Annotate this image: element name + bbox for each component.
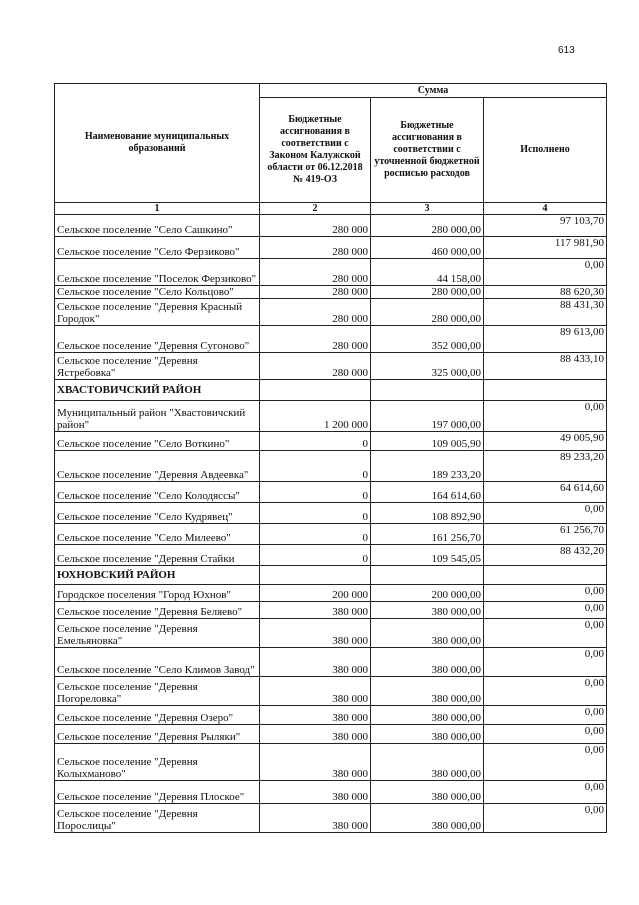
table-row [55,326,607,353]
municipality-name: Сельское поселение "Поселок Ферзиково" [55,259,260,286]
law-amount: 1 200 000 [260,401,371,432]
table-row [55,545,607,566]
law-amount: 280 000 [260,299,371,326]
executed-amount: 0,00 [484,619,607,648]
law-amount: 380 000 [260,781,371,804]
municipality-name: Сельское поселение "Деревня Сугоново" [55,326,260,353]
table-row [55,706,607,725]
refined-amount: 200 000,00 [371,585,484,602]
section-title: ХВАСТОВИЧСКИЙ РАЙОН [55,380,260,401]
table-row [55,353,607,380]
law-amount: 380 000 [260,619,371,648]
executed-amount: 88 433,10 [484,353,607,380]
refined-amount: 380 000,00 [371,804,484,833]
table-row [55,215,607,237]
law-amount: 280 000 [260,286,371,299]
refined-amount: 380 000,00 [371,744,484,781]
refined-amount: 109 545,05 [371,545,484,566]
refined-amount: 352 000,00 [371,326,484,353]
municipality-name: Сельское поселение "Село Милеево" [55,524,260,545]
law-amount: 0 [260,524,371,545]
header-law-column: Бюджетные ассигнования в соответствии с Законом Калужской области от 06.12.2018 № 419-ОЗ [260,98,371,203]
municipality-name: Сельское поселение "Деревня Озеро" [55,706,260,725]
municipality-name: Сельское поселение "Село Ферзиково" [55,237,260,259]
law-amount: 0 [260,482,371,503]
header-row-top [55,84,607,98]
budget-table-body [55,84,607,833]
executed-amount: 0,00 [484,401,607,432]
section-empty-refined [371,566,484,585]
law-amount: 380 000 [260,744,371,781]
law-amount: 380 000 [260,677,371,706]
municipality-name: Сельское поселение "Деревня Порослицы" [55,804,260,833]
law-amount: 0 [260,432,371,451]
refined-amount: 380 000,00 [371,781,484,804]
refined-amount: 280 000,00 [371,299,484,326]
law-amount: 280 000 [260,215,371,237]
municipality-name: Сельское поселение "Деревня Беляево" [55,602,260,619]
municipality-name: Сельское поселение "Деревня Стайки [55,545,260,566]
table-row [55,482,607,503]
executed-amount: 61 256,70 [484,524,607,545]
table-row [55,237,607,259]
executed-amount: 88 432,20 [484,545,607,566]
municipality-name: Муниципальный район "Хвастовичский район" [55,401,260,432]
executed-amount: 0,00 [484,585,607,602]
refined-amount: 108 892,90 [371,503,484,524]
law-amount: 0 [260,503,371,524]
executed-amount: 0,00 [484,259,607,286]
section-empty-executed [484,380,607,401]
table-row [55,725,607,744]
municipality-name: Сельское поселение "Деревня Емельяновка" [55,619,260,648]
executed-amount: 0,00 [484,706,607,725]
column-number-2: 2 [260,203,371,215]
section-empty-law [260,566,371,585]
table-row [55,432,607,451]
executed-amount: 0,00 [484,725,607,744]
law-amount: 0 [260,451,371,482]
executed-amount: 89 613,00 [484,326,607,353]
table-row [55,401,607,432]
law-amount: 380 000 [260,648,371,677]
executed-amount: 0,00 [484,744,607,781]
law-amount: 280 000 [260,237,371,259]
table-row [55,804,607,833]
table-row [55,524,607,545]
refined-amount: 380 000,00 [371,602,484,619]
executed-amount: 0,00 [484,677,607,706]
executed-amount: 0,00 [484,503,607,524]
column-number-3: 3 [371,203,484,215]
law-amount: 0 [260,545,371,566]
executed-amount: 64 614,60 [484,482,607,503]
table-row [55,648,607,677]
refined-amount: 280 000,00 [371,215,484,237]
executed-amount: 0,00 [484,781,607,804]
law-amount: 380 000 [260,725,371,744]
refined-amount: 280 000,00 [371,286,484,299]
column-number-4: 4 [484,203,607,215]
municipality-name: Сельское поселение "Деревня Плоское" [55,781,260,804]
table-row [55,781,607,804]
refined-amount: 380 000,00 [371,725,484,744]
table-row [55,677,607,706]
header-name-column: Наименование муниципальных образований [55,84,260,203]
executed-amount: 49 005,90 [484,432,607,451]
executed-amount: 88 620,30 [484,286,607,299]
refined-amount: 380 000,00 [371,648,484,677]
column-number-row [55,203,607,215]
law-amount: 280 000 [260,326,371,353]
refined-amount: 197 000,00 [371,401,484,432]
refined-amount: 189 233,20 [371,451,484,482]
executed-amount: 117 981,90 [484,237,607,259]
municipality-name: Сельское поселение "Деревня Рыляки" [55,725,260,744]
table-row [55,259,607,286]
table-row [55,619,607,648]
executed-amount: 88 431,30 [484,299,607,326]
section-empty-refined [371,380,484,401]
municipality-name: Городское поселения "Город Юхнов" [55,585,260,602]
municipality-name: Сельское поселение "Деревня Красный Городок" [55,299,260,326]
page-number: 613 [558,45,575,56]
table-row [55,286,607,299]
executed-amount: 97 103,70 [484,215,607,237]
municipality-name: Сельское поселение "Деревня Авдеевка" [55,451,260,482]
law-amount: 280 000 [260,259,371,286]
table-row [55,585,607,602]
municipality-name: Сельское поселение "Деревня Погореловка" [55,677,260,706]
law-amount: 280 000 [260,353,371,380]
municipality-name: Сельское поселение "Село Кудрявец" [55,503,260,524]
section-title: ЮХНОВСКИЙ РАЙОН [55,566,260,585]
municipality-name: Сельское поселение "Деревня Ястребовка" [55,353,260,380]
table-row [55,503,607,524]
municipality-name: Сельское поселение "Село Климов Завод" [55,648,260,677]
municipality-name: Сельское поселение "Село Кольцово" [55,286,260,299]
table-row [55,744,607,781]
law-amount: 380 000 [260,706,371,725]
section-row [55,380,607,401]
law-amount: 380 000 [260,804,371,833]
law-amount: 380 000 [260,602,371,619]
refined-amount: 380 000,00 [371,619,484,648]
table-row [55,602,607,619]
header-executed-column: Исполнено [484,98,607,203]
executed-amount: 0,00 [484,804,607,833]
table-row [55,299,607,326]
refined-amount: 164 614,60 [371,482,484,503]
budget-table [54,83,607,833]
municipality-name: Сельское поселение "Село Сашкино" [55,215,260,237]
section-empty-executed [484,566,607,585]
refined-amount: 460 000,00 [371,237,484,259]
municipality-name: Сельское поселение "Село Воткино" [55,432,260,451]
executed-amount: 0,00 [484,648,607,677]
table-row [55,451,607,482]
refined-amount: 380 000,00 [371,677,484,706]
law-amount: 200 000 [260,585,371,602]
refined-amount: 380 000,00 [371,706,484,725]
refined-amount: 44 158,00 [371,259,484,286]
executed-amount: 89 233,20 [484,451,607,482]
refined-amount: 325 000,00 [371,353,484,380]
municipality-name: Сельское поселение "Село Колодяссы" [55,482,260,503]
executed-amount: 0,00 [484,602,607,619]
section-row [55,566,607,585]
header-sum-column: Сумма [260,84,607,98]
column-number-1: 1 [55,203,260,215]
section-empty-law [260,380,371,401]
refined-amount: 109 005,90 [371,432,484,451]
refined-amount: 161 256,70 [371,524,484,545]
municipality-name: Сельское поселение "Деревня Колыхманово" [55,744,260,781]
header-refined-column: Бюджетные ассигнования в соответствии с уточненной бюджетной росписью расходов [371,98,484,203]
